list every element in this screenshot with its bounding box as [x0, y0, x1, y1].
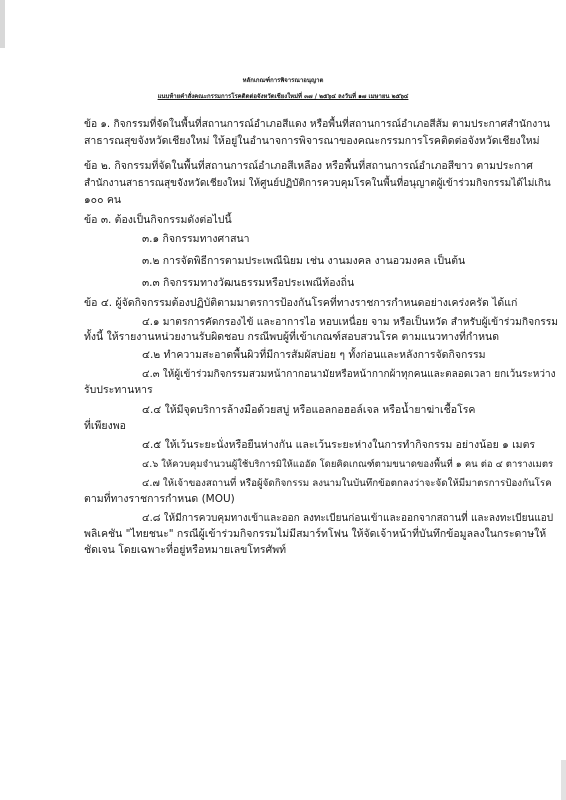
item-3-sub-1: ๓.๑ กิจกรรมทางศาสนา: [142, 233, 250, 245]
item-4-heading: ข้อ ๔. ผู้จัดกิจกรรมต้องปฏิบัติตามมาตรการป้องกันโรคที่ทางราชการกำหนดอย่างเคร่งครัด ได้แก่: [84, 297, 518, 309]
item-4-7-line-2: ตามที่ทางราชการกำหนด (MOU): [84, 493, 235, 505]
item-4-2: ๔.๒ ทำความสะอาดพื้นผิวที่มีการสัมผัสบ่อย ๆ ทั้งก่อนและหลังการจัดกิจกรรม: [142, 349, 486, 361]
item-4-3-line-1: ๔.๓ ให้ผู้เข้าร่วมกิจกรรมสวมหน้ากากอนามัยหรือหน้ากากผ้าทุกคนและตลอดเวลา ยกเว้นระหว่าง: [142, 369, 556, 380]
item-4-1-line-2: ทั้งนี้ ให้รายงานหน่วยงานรับผิดชอบ กรณีพบผู้ที่เข้าเกณฑ์สอบสวนโรค ตามแนวทางที่กำหนด: [84, 331, 500, 343]
item-4-6: ๔.๖ ให้ควบคุมจำนวนผู้ใช้บริการมิให้แออัด โดยคิดเกณฑ์ตามขนาดของพื้นที่ ๑ คน ต่อ ๔ ตารางเมตร: [142, 459, 554, 470]
document-subtitle: แนบท้ายคำสั่งคณะกรรมการโรคติดต่อจังหวัดเชียงใหม่ที่ ๓๗ / ๒๕๖๔ ลงวันที่ ๑๗ เมษายน ๒๕๖๔: [157, 93, 409, 100]
scan-edge-mark: [0, 0, 5, 48]
item-3-heading: ข้อ ๓. ต้องเป็นกิจกรรมดังต่อไปนี้: [84, 214, 232, 226]
item-4-3-line-2: รับประทานหาร: [84, 384, 153, 396]
item-2-line-3: ๑๐๐ คน: [84, 194, 122, 206]
item-4-7-line-1: ๔.๗ ให้เจ้าของสถานที่ หรือผู้จัดกิจกรรม ลงนามในบันทึกข้อตกลงว่าจะจัดให้มีมาตรการป้องกันโรค: [142, 478, 552, 489]
item-2-line-2: สำนักงานสาธารณสุขจังหวัดเชียงใหม่ ให้ศูนย์ปฏิบัติการควบคุมโรคในพื้นที่อนุญาตผู้เข้าร่วมกิจกรรมได้ไม่เกิน: [84, 178, 551, 189]
item-2-line-1: ข้อ ๒. กิจกรรมที่จัดในพื้นที่สถานการณ์อำเภอสีเหลือง หรือพื้นที่สถานการณ์อำเภอสีขาว ตามประกาศ: [84, 160, 533, 172]
item-4-1-line-1: ๔.๑ มาตรการคัดกรองไข้ และอาการไอ หอบเหนื่อย จาม หรือเป็นหวัด สำหรับผู้เข้าร่วมกิจกรรม: [142, 316, 559, 328]
item-4-4-line-2: ที่เพียงพอ: [84, 420, 126, 432]
item-3-sub-3: ๓.๓ กิจกรรมทางวัฒนธรรมหรือประเพณีท้องถิ่น: [142, 277, 355, 289]
item-4-4-line-1: ๔.๔ ให้มีจุดบริการล้างมือด้วยสบู่ หรือแอลกอฮอล์เจล หรือน้ำยาฆ่าเชื้อโรค: [142, 404, 476, 416]
item-4-8-line-2: พลิเคชัน "ไทยชนะ" กรณีผู้เข้าร่วมกิจกรรมไม่มีสมาร์ทโฟน ให้จัดเจ้าหน้าที่บันทึกข้อมูลลงในกระดาษให้: [84, 528, 547, 540]
item-4-8-line-3: ชัดเจน โดยเฉพาะที่อยู่หรือหมายเลขโทรศัพท์: [84, 544, 287, 556]
item-1-line-2: สาธารณสุขจังหวัดเชียงใหม่ ให้อยู่ในอำนาจการพิจารณาของคณะกรรมการโรคติดต่อจังหวัดเชียงใหม่: [84, 135, 540, 147]
item-4-5: ๔.๕ ให้เว้นระยะนั่งหรือยืนห่างกัน และเว้นระยะห่างในการทำกิจกรรม อย่างน้อย ๑ เมตร: [142, 439, 536, 451]
item-4-8-line-1: ๔.๘ ให้มีการควบคุมทางเข้าและออก ลงทะเบียนก่อนเข้าและออกจากสถานที่ และลงทะเบียนแอป: [142, 513, 554, 524]
document-title: หลักเกณฑ์การพิจารณาอนุญาต: [242, 77, 324, 84]
scan-edge-mark: [561, 760, 566, 800]
item-1-line-1: ข้อ ๑. กิจกรรมที่จัดในพื้นที่สถานการณ์อำเภอสีแดง หรือพื้นที่สถานการณ์อำเภอสีส้ม ตามประกาศสำนักงาน: [84, 118, 551, 130]
item-3-sub-2: ๓.๒ การจัดพิธีการตามประเพณีนิยม เช่น งานมงคล งานอวมงคล เป็นต้น: [142, 255, 466, 267]
